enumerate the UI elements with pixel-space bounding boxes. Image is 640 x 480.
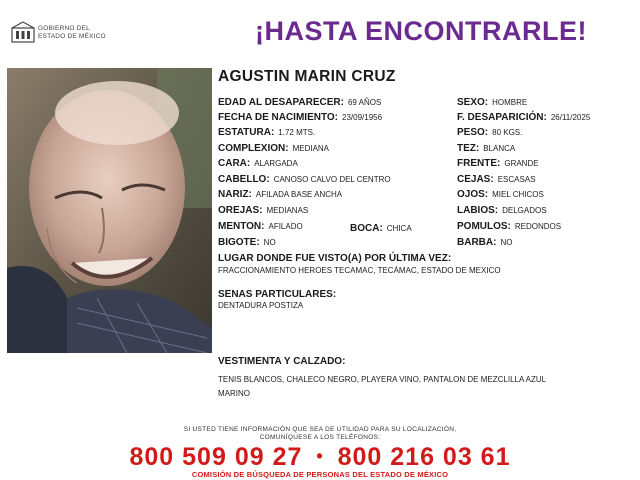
field-cabello: CABELLO: CANOSO CALVO DEL CENTRO [218,174,391,185]
field-edad: EDAD AL DESAPARECER: 69 AÑOS [218,97,382,108]
field-bigote: BIGOTE: NO [218,237,276,248]
field-cejas: CEJAS: ESCASAS [457,174,536,185]
field-pomulos: POMULOS: REDONDOS [457,221,562,232]
phone-number-1: 800 509 09 27 [129,443,303,471]
field-boca: BOCA: CHICA [350,223,412,234]
last-seen-text: FRACCIONAMIENTO HEROES TECAMAC, TECÁMAC, ESTADO DE MEXICO [218,266,501,275]
logo-text-line2: ESTADO DE MÉXICO [38,33,106,40]
state-emblem-icon [10,20,36,44]
contact-info-line2: COMUNÍQUESE A LOS TELÉFONOS: [259,434,381,441]
phone-numbers [0,443,640,472]
government-logo [10,20,120,50]
field-cara: CARA: ALARGADA [218,158,298,169]
phone-number-2: 800 216 03 61 [337,443,511,471]
field-peso: PESO: 80 KGS. [457,127,523,138]
field-tez: TEZ: BLANCA [457,143,516,154]
field-fecha-nacimiento: FECHA DE NACIMIENTO: 23/09/1956 [218,112,383,123]
person-name: AGUSTIN MARIN CRUZ [218,68,396,85]
field-labios: LABIOS: DELGADOS [457,205,547,216]
clothing-line2: MARINO [218,389,250,398]
field-complexion: COMPLEXION: MEDIANA [218,143,330,154]
marks-title: SENAS PARTICULARES: [218,289,337,300]
field-frente: FRENTE: GRANDE [457,158,539,169]
field-ojos: OJOS: MIEL CHICOS [457,189,544,200]
logo-text-line1: GOBIERNO DEL [38,25,90,32]
commission-footer: COMISIÓN DE BÚSQUEDA DE PERSONAS DEL ESTADO DE MÉXICO [191,470,449,479]
contact-info-line1: SI USTED TIENE INFORMACIÓN QUE SEA DE UTILIDAD PARA SU LOCALIZACIÓN, [183,426,457,433]
field-sexo: SEXO: HOMBRE [457,97,528,108]
missing-person-photo [7,68,212,353]
field-fecha-desaparicion: F. DESAPARICIÓN: 26/11/2025 [457,112,591,123]
field-menton: MENTON: AFILADO [218,221,303,232]
clothing-line1: TENIS BLANCOS, CHALECO NEGRO, PLAYERA VINO, PANTALON DE MEZCLILLA AZUL [218,375,547,384]
last-seen-title: LUGAR DONDE FUE VISTO(A) POR ÚLTIMA VEZ: [218,253,452,264]
field-nariz: NARIZ: AFILADA BASE ANCHA [218,189,343,200]
headline: ¡HASTA ENCONTRARLE! [255,16,587,46]
marks-text: DENTADURA POSTIZA [218,301,304,310]
field-orejas: OREJAS: MEDIANAS [218,205,309,216]
field-estatura: ESTATURA: 1.72 MTS. [218,127,316,138]
phone-separator: • [316,446,324,466]
field-barba: BARBA: NO [457,237,513,248]
clothing-title: VESTIMENTA Y CALZADO: [218,356,346,367]
